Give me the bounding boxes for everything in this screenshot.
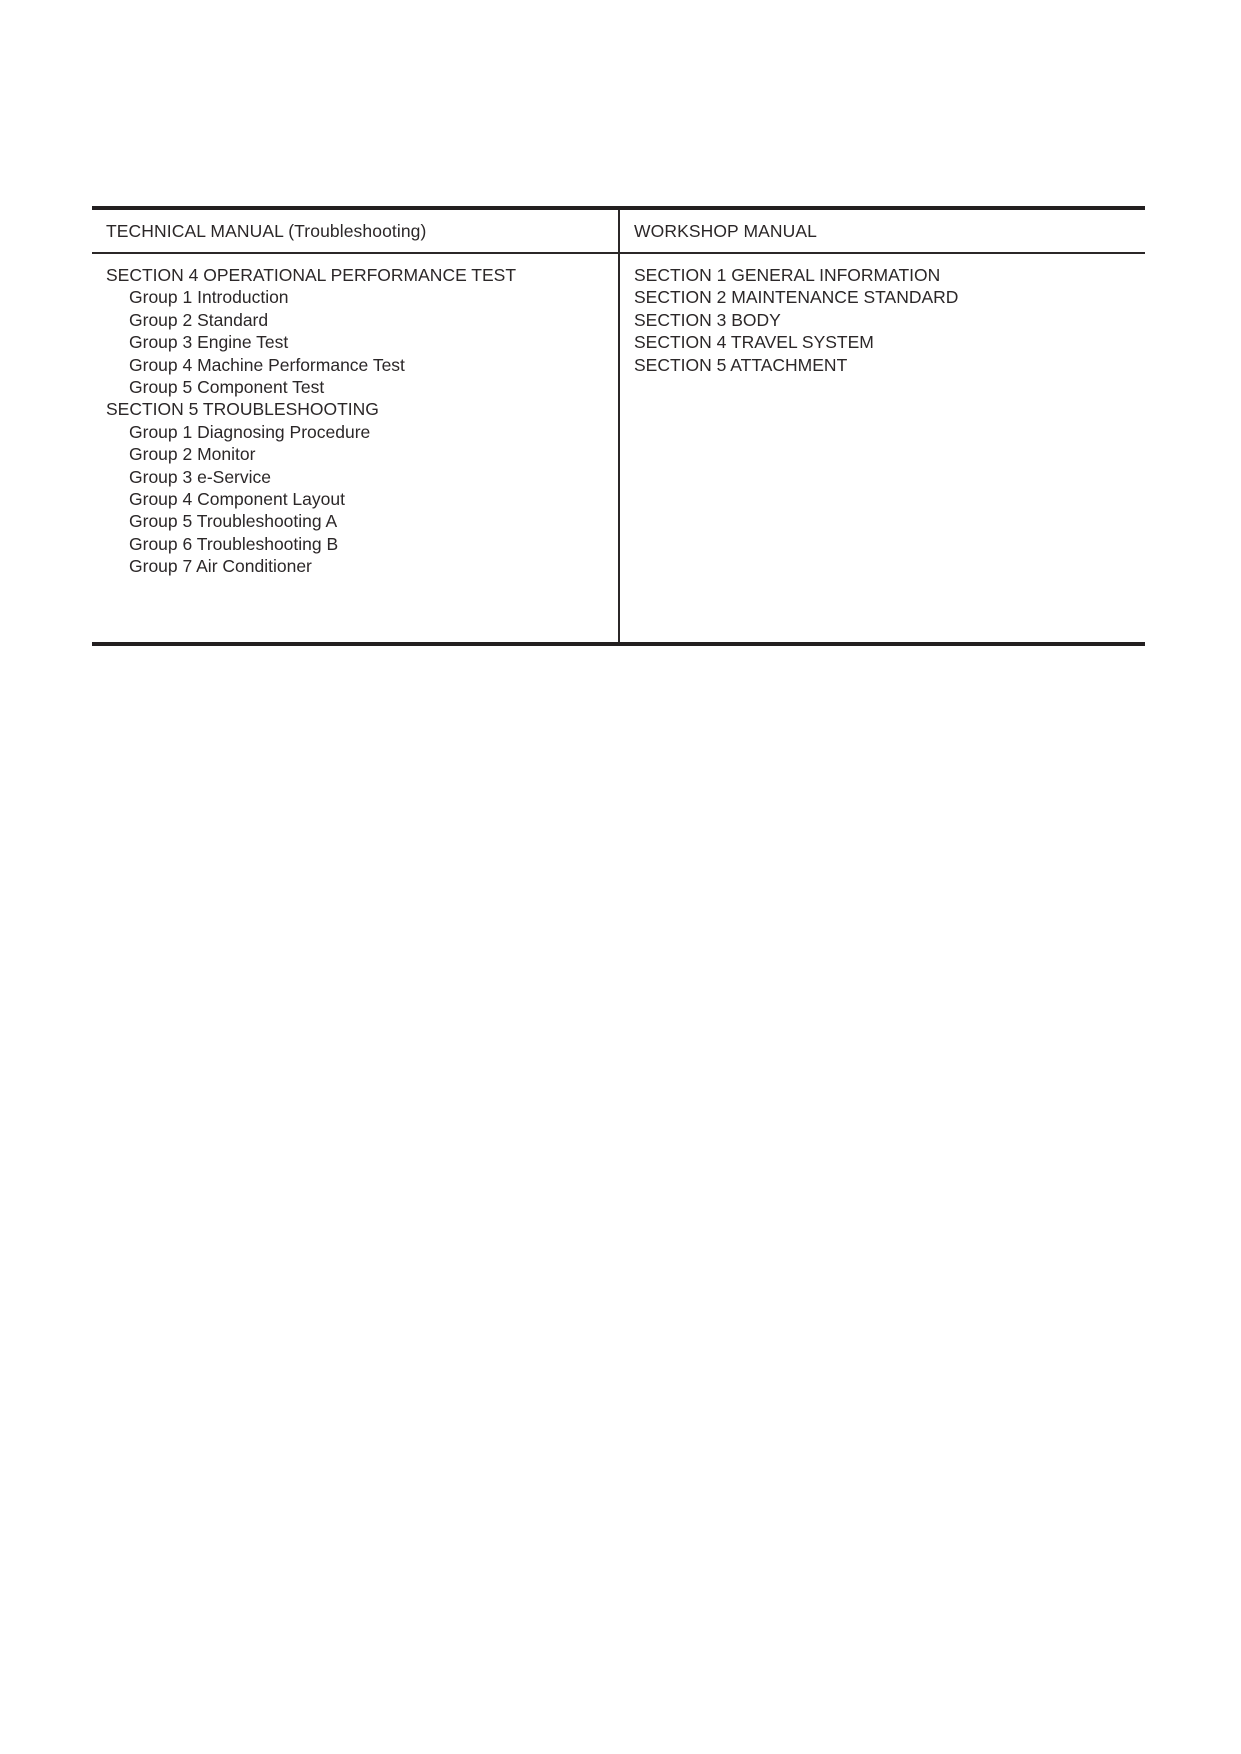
list-item: Group 5 Troubleshooting A <box>129 511 338 532</box>
workshop-manual-header: WORKSHOP MANUAL <box>634 220 818 241</box>
manual-contents-table <box>92 206 1145 646</box>
list-item: Group 1 Diagnosing Procedure <box>129 421 371 442</box>
list-item: SECTION 4 OPERATIONAL PERFORMANCE TEST <box>106 265 517 285</box>
list-item: Group 2 Standard <box>129 309 269 330</box>
list-item: SECTION 5 TROUBLESHOOTING <box>106 399 379 420</box>
table-body-row <box>92 254 1145 642</box>
list-item: Group 2 Monitor <box>129 444 256 465</box>
list-item: SECTION 2 MAINTENANCE STANDARD <box>634 287 959 308</box>
list-item: Group 4 Component Layout <box>129 489 345 510</box>
list-item: SECTION 4 TRAVEL SYSTEM <box>634 332 874 353</box>
table-header-row <box>92 210 1145 254</box>
list-item: Group 5 Component Test <box>129 377 325 398</box>
list-item: Group 3 e-Service <box>129 466 272 487</box>
technical-manual-list <box>92 254 620 642</box>
list-item: Group 3 Engine Test <box>129 332 289 353</box>
list-item: Group 6 Troubleshooting B <box>129 533 339 554</box>
list-item: Group 7 Air Conditioner <box>129 556 312 577</box>
workshop-manual-list <box>620 254 1145 642</box>
list-item: SECTION 5 ATTACHMENT <box>634 354 848 375</box>
list-item: SECTION 3 BODY <box>634 309 781 330</box>
technical-manual-header: TECHNICAL MANUAL (Troubleshooting) <box>92 210 620 252</box>
list-item: Group 4 Machine Performance Test <box>129 354 405 375</box>
list-item: SECTION 1 GENERAL INFORMATION <box>634 265 941 285</box>
list-item: Group 1 Introduction <box>129 287 289 308</box>
